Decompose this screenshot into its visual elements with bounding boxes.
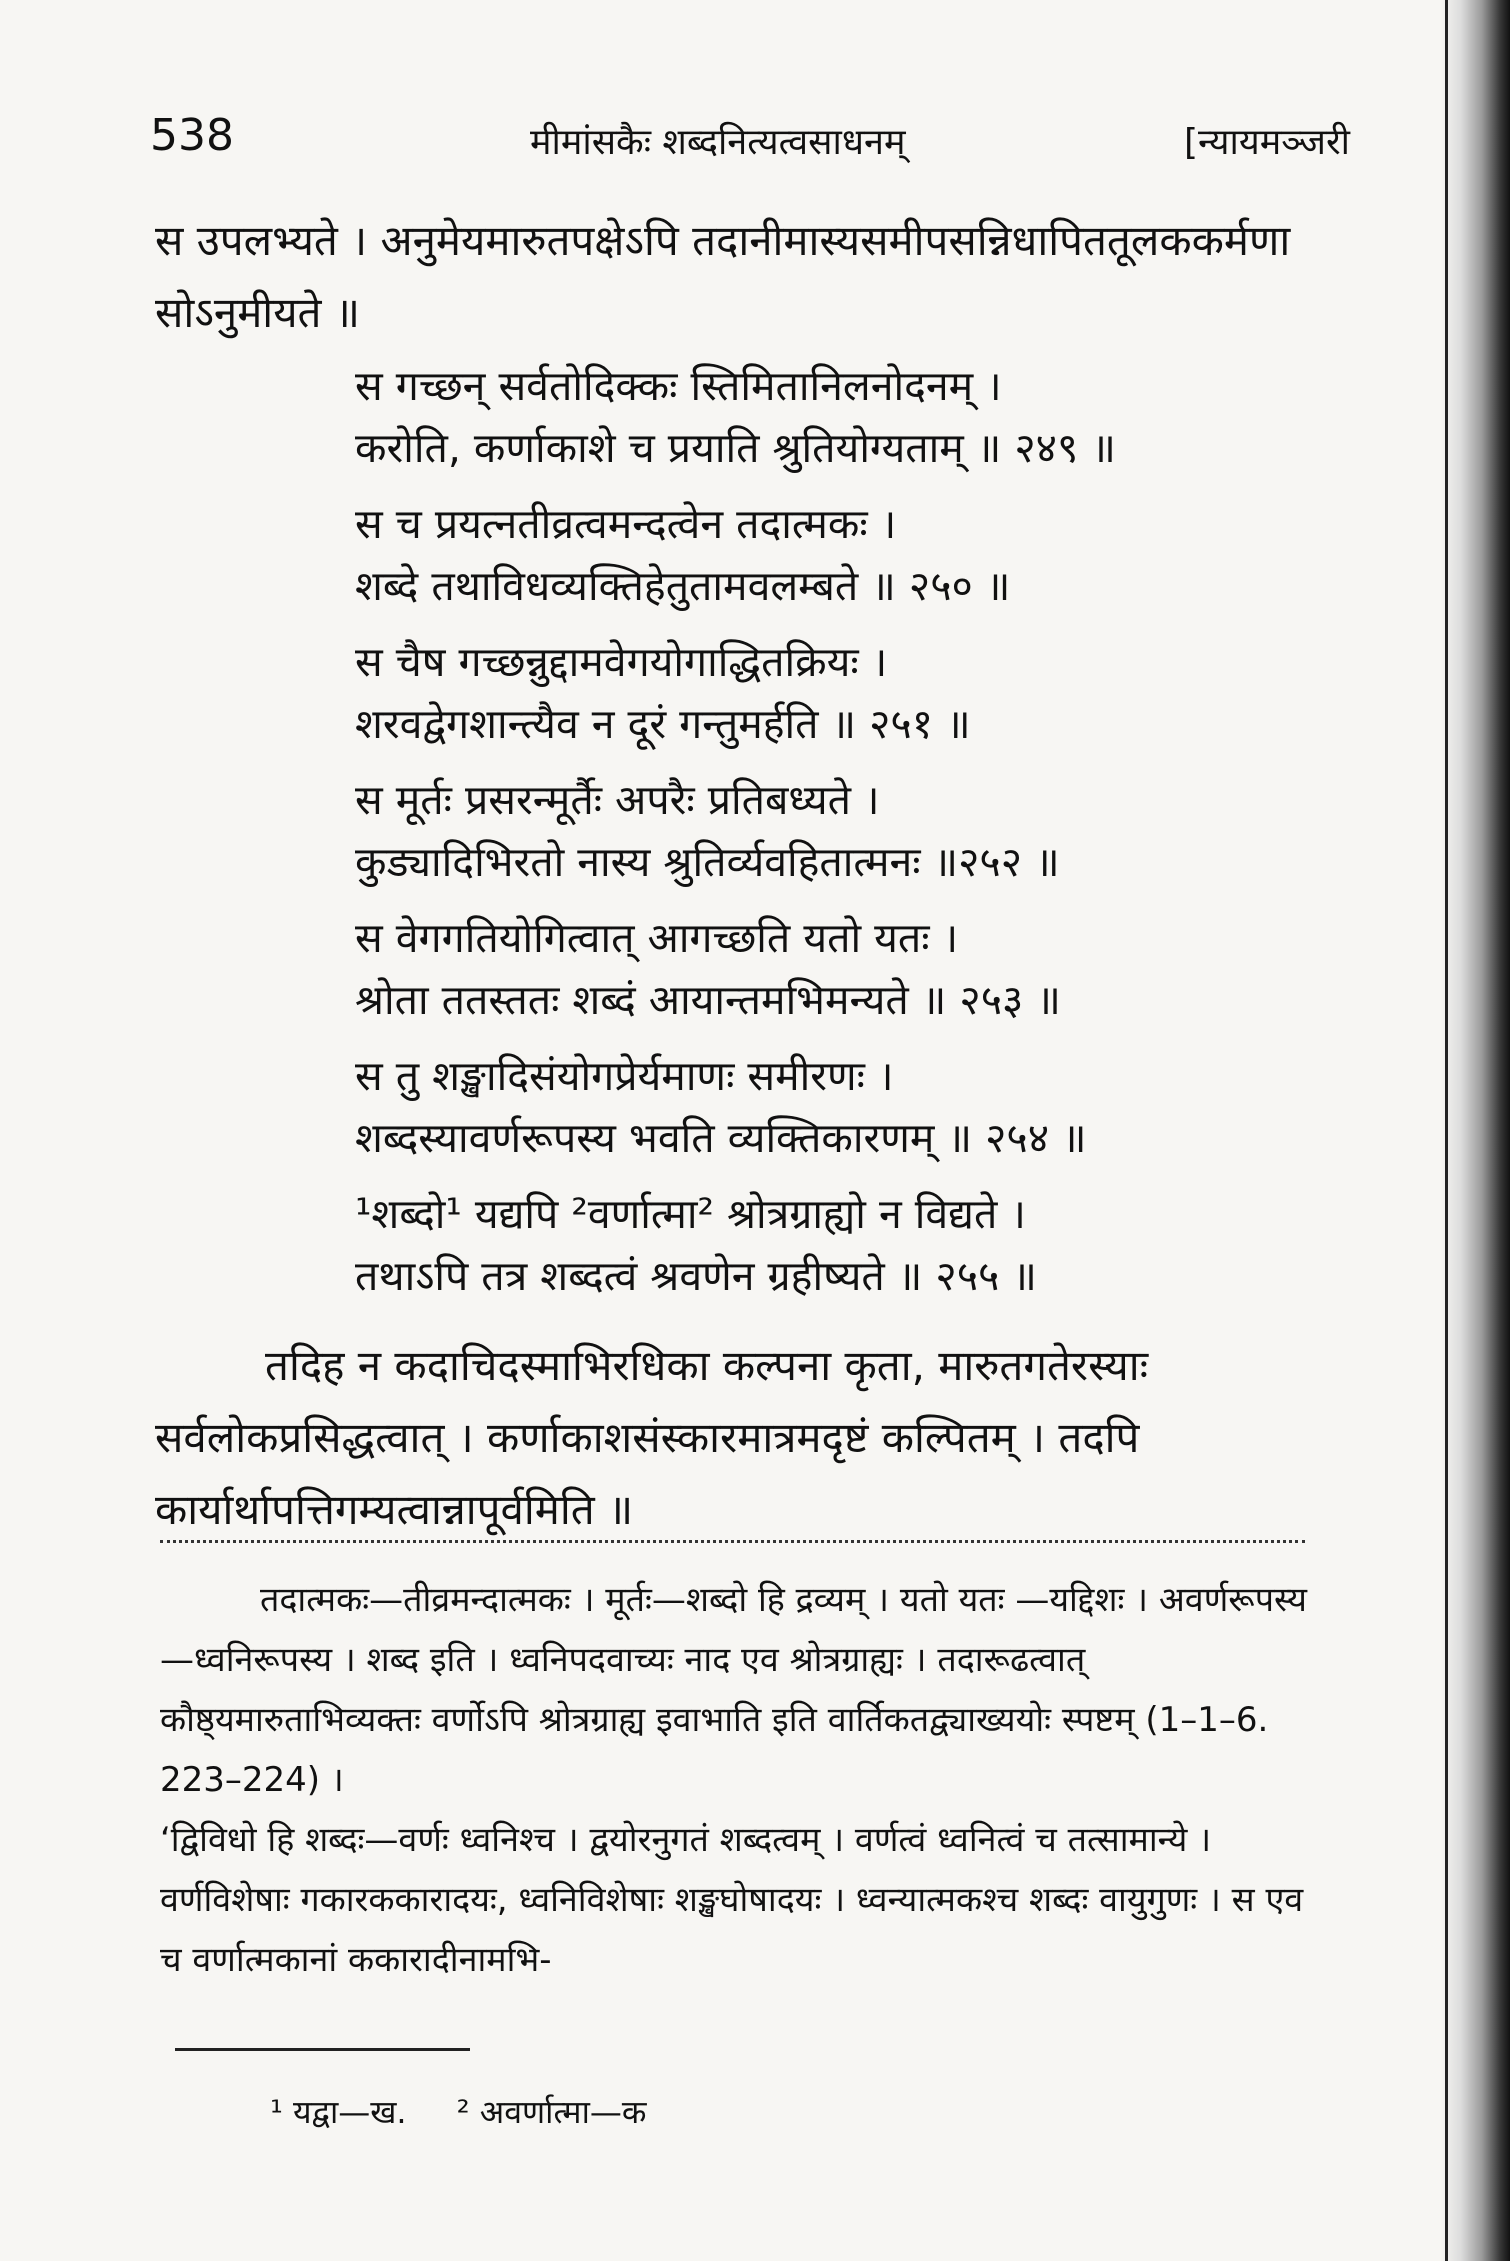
footnote-1: ¹ यद्वा—ख.: [270, 2093, 407, 2131]
verse-line: स गच्छन् सर्वतोदिक्कः स्तिमितानिलनोदनम् ।: [355, 362, 1002, 410]
footnotes: [270, 2090, 686, 2133]
verse-252: [355, 769, 1305, 893]
page-edge-shadow: [1440, 0, 1510, 2261]
verse-line: स वेगगतियोगित्वात् आगच्छति यतो यतः ।: [355, 914, 959, 962]
paragraph-1: स उपलभ्यते । अनुमेयमारुतपक्षेऽपि तदानीमास्यसमीपसन्निधापिततूलककर्मणा सोऽनुमीयते ॥: [155, 216, 1291, 337]
note-paragraph: ‘द्विविधो हि शब्दः—वर्णः ध्वनिश्च । द्वयोरनुगतं शब्दत्वम् । वर्णत्वं ध्वनित्वं च तत्सामान्ये । वर्णविशेषाः गकारककारादयः, ध्वनिविशेषाः शङ्खघोषादयः । ध्वन्यात्मकश्च शब्दः वायुगुणः । स एव च वर्णात्मकानां ककारादीनामभि-: [160, 1820, 1304, 1980]
note-paragraph: तदात्मकः—तीव्रमन्दात्मकः । मूर्तः—शब्दो हि द्रव्यम् । यतो यतः —यद्दिशः । अवर्णरूपस्य—ध्वनिरूपस्य । शब्द इति । ध्वनिपदवाच्यः नाद एव श्रोत्रग्राह्यः । तदारूढत्वात् कौष्ठ्यमारुताभिव्यक्तः वर्णोऽपि श्रोत्रग्राह्य इवाभाति इति वार्तिकतद्व्याख्ययोः स्पष्टम् (1–1–6. 223–224) ।: [160, 1580, 1307, 1800]
verse-line: स मूर्तः प्रसरन्मूर्तैः अपरैः प्रतिबध्यते ।: [355, 776, 880, 824]
running-title: मीमांसकैः शब्दनित्यत्वसाधनम्: [530, 122, 906, 163]
verse-line: श्रोता ततस्ततः शब्दं आयान्तमभिमन्यते ॥ २५३ ॥: [355, 976, 1061, 1024]
verse-block: [355, 355, 1305, 1321]
page-edge-line: [1445, 0, 1448, 2261]
verse-250: [355, 493, 1305, 617]
verse-line: शब्दे तथाविधव्यक्तिहेतुतामवलम्बते ॥ २५० ॥: [355, 562, 1011, 610]
verse-255: [355, 1183, 1305, 1307]
verse-line: स च प्रयत्नतीव्रत्वमन्दत्वेन तदात्मकः ।: [355, 500, 897, 548]
verse-251: [355, 631, 1305, 755]
footnote-rule: [175, 2048, 470, 2051]
verse-line: स चैष गच्छन्नुद्दामवेगयोगाद्धितक्रियः ।: [355, 638, 888, 686]
verse-line: ¹शब्दो¹ यद्यपि ²वर्णात्मा² श्रोत्रग्राह्यो न विद्यते ।: [355, 1190, 1026, 1238]
verse-line: शब्दस्यावर्णरूपस्य भवति व्यक्तिकारणम् ॥ २५४ ॥: [355, 1114, 1087, 1162]
paragraph-2: तदिह न कदाचिदस्माभिरधिका कल्पना कृता, मारुतगतेरस्याः सर्वलोकप्रसिद्धत्वात् । कर्णाकाशसंस्कारमात्रमदृष्टं कल्पितम् । तदपि कार्यार्थापत्तिगम्यत्वान्नापूर्वमिति ॥: [155, 1341, 1149, 1534]
commentary-notes: [160, 1570, 1310, 1990]
verse-line: शरवद्वेगशान्त्यैव न दूरं गन्तुमर्हति ॥ २५१ ॥: [355, 700, 971, 748]
verse-line: तथाऽपि तत्र शब्दत्वं श्रवणेन ग्रहीष्यते ॥ २५५ ॥: [355, 1252, 1037, 1300]
section-divider: [160, 1540, 1305, 1543]
verse-254: [355, 1045, 1305, 1169]
book-title: [न्यायमञ्जरी: [1183, 122, 1350, 163]
verse-line: स तु शङ्खादिसंयोगप्रेर्यमाणः समीरणः ।: [355, 1052, 894, 1100]
verse-253: [355, 907, 1305, 1031]
footnote-2: ² अवर्णात्मा—क: [456, 2093, 647, 2131]
page-header: [150, 110, 1350, 170]
verse-line: करोति, कर्णाकाशे च प्रयाति श्रुतियोग्यताम् ॥ २४९ ॥: [355, 424, 1116, 472]
verse-line: कुड्यादिभिरतो नास्य श्रुतिर्व्यवहितात्मनः ॥२५२ ॥: [355, 838, 1060, 886]
page-number: 538: [150, 110, 234, 161]
verse-249: [355, 355, 1305, 479]
